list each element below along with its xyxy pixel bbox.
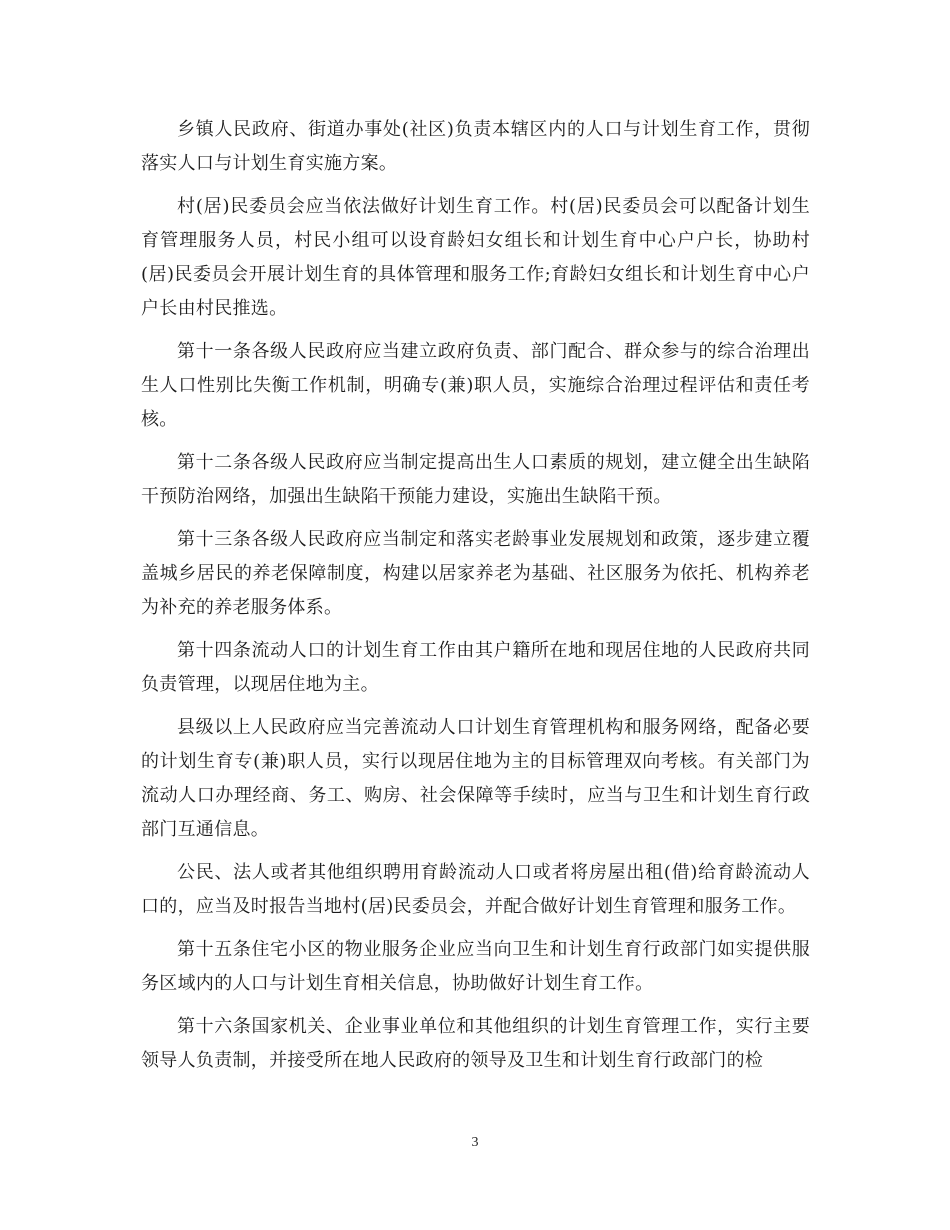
paragraph: 第十五条住宅小区的物业服务企业应当向卫生和计划生育行政部门如实提供服务区域内的人口与计划生育相关信息，协助做好计划生育工作。 bbox=[141, 939, 810, 994]
paragraph: 第十一条各级人民政府应当建立政府负责、部门配合、群众参与的综合治理出生人口性别比失衡工作机制，明确专(兼)职人员，实施综合治理过程评估和责任考核。 bbox=[141, 341, 810, 430]
paragraph: 第十三条各级人民政府应当制定和落实老龄事业发展规划和政策，逐步建立覆盖城乡居民的养老保障制度，构建以居家养老为基础、社区服务为依托、机构养老为补充的养老服务体系。 bbox=[141, 529, 810, 618]
paragraph: 县级以上人民政府应当完善流动人口计划生育管理机构和服务网络，配备必要的计划生育专(兼)职人员，实行以现居住地为主的目标管理双向考核。有关部门为流动人口办理经商、务工、购房、社会保障等手续时，应当与卫生和计划生育行政部门互通信息。 bbox=[141, 717, 810, 840]
paragraph: 乡镇人民政府、街道办事处(社区)负责本辖区内的人口与计划生育工作，贯彻落实人口与计划生育实施方案。 bbox=[141, 119, 810, 174]
paragraph: 村(居)民委员会应当依法做好计划生育工作。村(居)民委员会可以配备计划生育管理服务人员，村民小组可以设育龄妇女组长和计划生育中心户户长，协助村(居)民委员会开展计划生育的具体管理和服务工作;育龄妇女组长和计划生育中心户户长由村民推选。 bbox=[141, 196, 810, 319]
paragraph: 第十二条各级人民政府应当制定提高出生人口素质的规划，建立健全出生缺陷干预防治网络，加强出生缺陷干预能力建设，实施出生缺陷干预。 bbox=[141, 452, 810, 507]
paragraph: 第十四条流动人口的计划生育工作由其户籍所在地和现居住地的人民政府共同负责管理，以现居住地为主。 bbox=[141, 640, 810, 695]
page-number: 3 bbox=[471, 1135, 479, 1150]
document-body bbox=[141, 113, 810, 1087]
paragraph: 第十六条国家机关、企业事业单位和其他组织的计划生育管理工作，实行主要领导人负责制，并接受所在地人民政府的领导及卫生和计划生育行政部门的检 bbox=[141, 1016, 810, 1071]
paragraph: 公民、法人或者其他组织聘用育龄流动人口或者将房屋出租(借)给育龄流动人口的，应当及时报告当地村(居)民委员会，并配合做好计划生育管理和服务工作。 bbox=[141, 862, 810, 917]
